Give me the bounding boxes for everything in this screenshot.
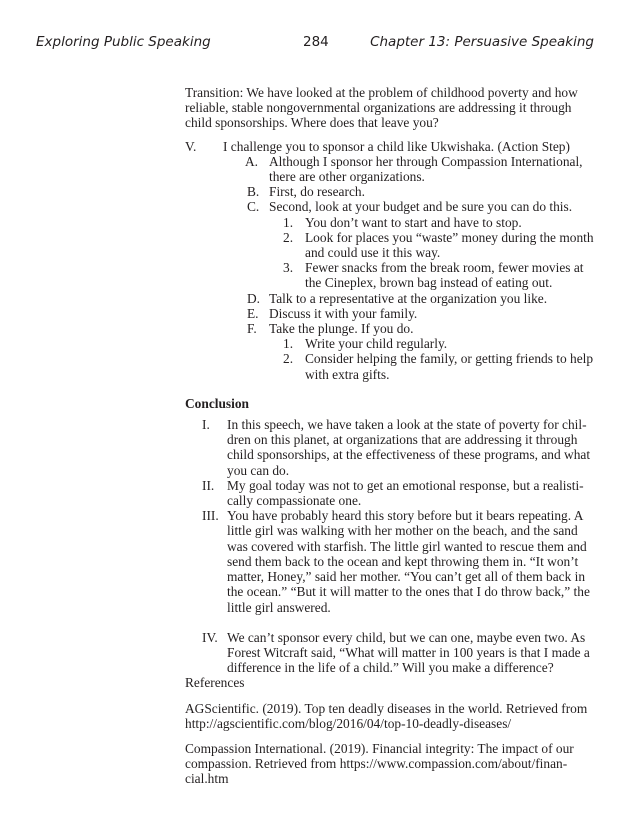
reference-entry: Compassion International. (2019). Financial integrity: The impact of our compassion. Retrieved from https://www.compassion.com/about/finan-cial.htm bbox=[185, 740, 574, 787]
outline-label: A. bbox=[245, 153, 259, 169]
references-heading: References bbox=[185, 675, 245, 691]
outline-text: My goal today was not to get an emotional response, but a realisti-cally compassionate one. bbox=[227, 477, 584, 509]
outline-label: V. bbox=[185, 138, 197, 154]
outline-text: You have probably heard this story before but it bears repeating. A little girl was walking with her mother on the beach, and the sand was covered with starfish. The little girl wanted to rescue them and send them back to the ocean and kept throwing them in. “It won’t matter, Honey,” said her mother. “You can’t get all of them back in the ocean.” “But it will matter to the ones that I do throw back,” the little girl answered. bbox=[227, 508, 590, 615]
outline-label: II. bbox=[202, 477, 215, 493]
outline-label: E. bbox=[247, 305, 259, 321]
outline-item bbox=[185, 184, 595, 199]
outline-text: Talk to a representative at the organization you like. bbox=[269, 290, 548, 306]
outline-label: 1. bbox=[283, 336, 294, 352]
conclusion-item bbox=[185, 508, 595, 614]
outline-label: 2. bbox=[283, 229, 294, 245]
conclusion-item bbox=[185, 630, 595, 676]
outline-item bbox=[185, 260, 595, 290]
outline-text: First, do research. bbox=[269, 184, 365, 200]
outline-label: III. bbox=[202, 508, 219, 524]
outline-item bbox=[185, 351, 595, 381]
page-number: 284 bbox=[303, 34, 329, 50]
running-header-book-title: Exploring Public Speaking bbox=[36, 34, 211, 50]
outline-text: Discuss it with your family. bbox=[269, 305, 418, 321]
outline-label: C. bbox=[247, 199, 260, 215]
outline-label: IV. bbox=[202, 629, 218, 645]
outline-label: B. bbox=[247, 184, 260, 200]
page-body bbox=[185, 85, 595, 787]
reference-entry: AGScientific. (2019). Top ten deadly diseases in the world. Retrieved from http://agscientific.com/blog/2016/04/top-10-deadly-diseases/ bbox=[185, 700, 588, 731]
outline-item bbox=[185, 215, 595, 230]
outline-item bbox=[185, 199, 595, 214]
outline-item bbox=[185, 154, 595, 184]
conclusion-item bbox=[185, 417, 595, 478]
conclusion-heading: Conclusion bbox=[185, 395, 249, 411]
outline-text: Although I sponsor her through Compassion International, there are other organizations. bbox=[269, 153, 583, 185]
outline-text: Take the plunge. If you do. bbox=[269, 321, 414, 337]
outline-point-v bbox=[185, 139, 595, 382]
outline-item bbox=[185, 291, 595, 306]
outline-text: Consider helping the family, or getting friends to help with extra gifts. bbox=[305, 351, 594, 382]
outline-item bbox=[185, 230, 595, 260]
outline-text: We can’t sponsor every child, but we can one, maybe even two. As Forest Witcraft said, “What will matter in 100 years is that I made a difference in the life of a child.” Will you make a difference? bbox=[227, 629, 590, 676]
conclusion-list bbox=[185, 417, 595, 675]
outline-text: In this speech, we have taken a look at the state of poverty for chil-dren on this planet, at organizations that are addressing it through child sponsorships, at the effectiveness of these programs, and what you can do. bbox=[227, 417, 591, 478]
outline-label: 1. bbox=[283, 214, 294, 230]
outline-text: Fewer snacks from the break room, fewer movies at the Cineplex, brown bag instead of eating out. bbox=[305, 260, 584, 291]
conclusion-item bbox=[185, 478, 595, 508]
outline-item bbox=[185, 306, 595, 321]
outline-label: 3. bbox=[283, 260, 294, 276]
outline-label: F. bbox=[247, 321, 257, 337]
outline-item bbox=[185, 139, 595, 154]
outline-text: Second, look at your budget and be sure you can do this. bbox=[269, 199, 573, 215]
outline-item bbox=[185, 336, 595, 351]
outline-label: D. bbox=[247, 290, 261, 306]
outline-item bbox=[185, 321, 595, 336]
outline-text: I challenge you to sponsor a child like Ukwishaka. (Action Step) bbox=[223, 138, 570, 154]
outline-label: I. bbox=[202, 417, 210, 433]
outline-text: Look for places you “waste” money during the month and could use it this way. bbox=[305, 229, 594, 261]
outline-label: 2. bbox=[283, 351, 294, 367]
outline-text: You don’t want to start and have to stop. bbox=[305, 214, 522, 230]
transition-paragraph: Transition: We have looked at the problem of childhood poverty and how reliable, stable nongovernmental organizations are addressing it through child sponsorships. Where does that leave you? bbox=[185, 85, 578, 131]
running-header-chapter-title: Chapter 13: Persuasive Speaking bbox=[370, 34, 594, 50]
outline-text: Write your child regularly. bbox=[305, 336, 448, 352]
